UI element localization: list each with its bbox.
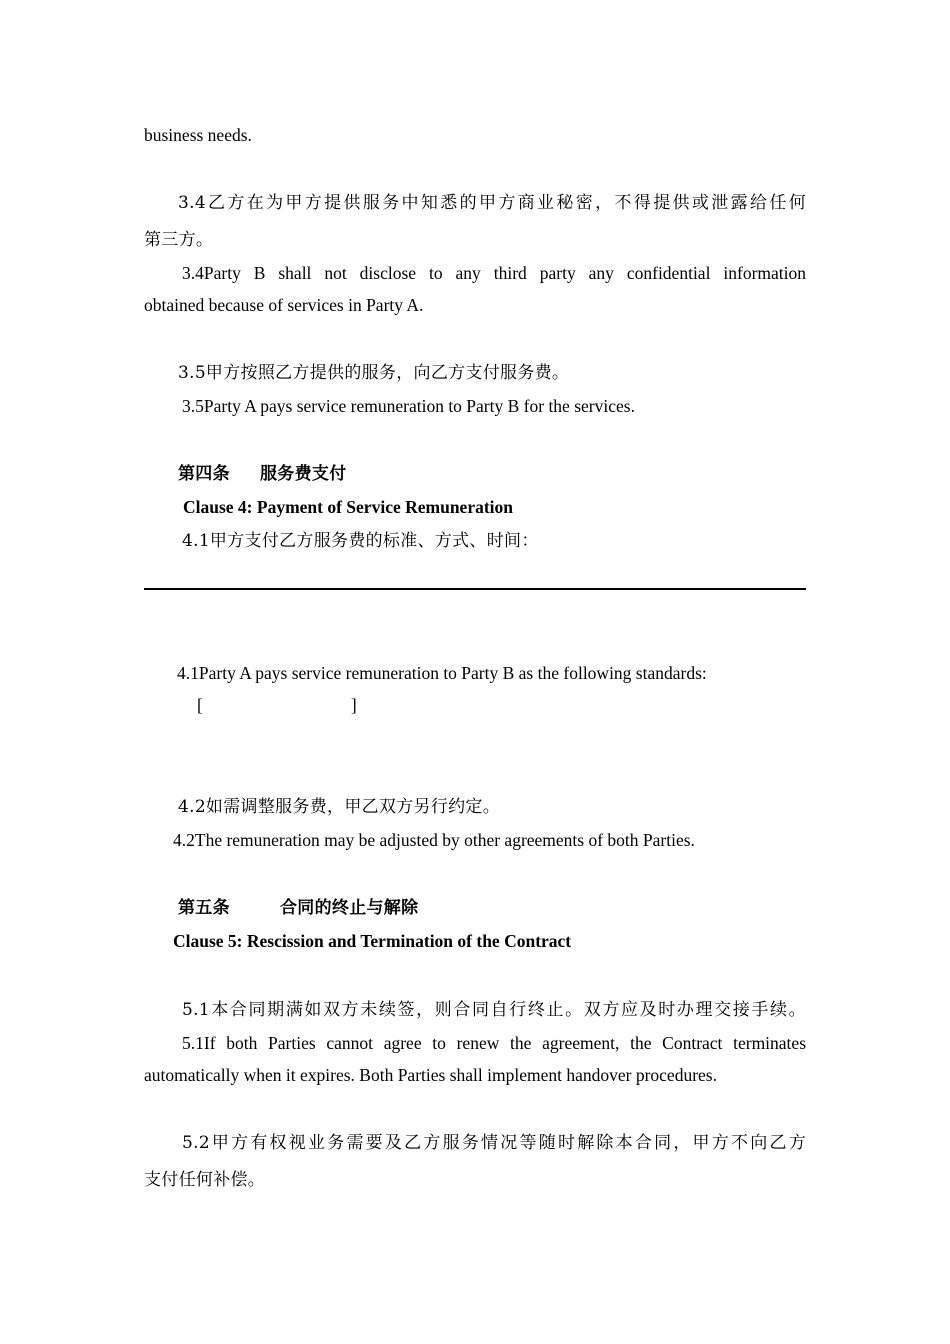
clause-5-1-chinese: 5.1本合同期满如双方未续签，则合同自行终止。双方应及时办理交接手续。	[182, 1000, 806, 1020]
clause-4-2-chinese: 4.2如需调整服务费，甲乙双方另行约定。	[178, 797, 501, 817]
standards-placeholder	[197, 694, 357, 716]
clause-3-5-english: 3.5Party A pays service remuneration to Party B for the services.	[182, 396, 635, 416]
clause-3-4-chinese-line-2: 第三方。	[144, 230, 214, 250]
clause-5-1-english-line-1: 5.1If both Parties cannot agree to renew the agreement, the Contract terminates	[182, 1033, 806, 1053]
clause-4-chinese-title: 服务费支付	[260, 464, 347, 484]
clause-4-chinese-number: 第四条	[178, 464, 230, 484]
clause-5-2-chinese-line-2: 支付任何补偿。	[144, 1170, 266, 1190]
bracket-close: ]	[350, 695, 357, 715]
clause-4-english-heading: Clause 4: Payment of Service Remuneration	[183, 497, 514, 517]
clause-3-4-chinese-line-1: 3.4乙方在为甲方提供服务中知悉的甲方商业秘密，不得提供或泄露给任何	[178, 193, 806, 213]
clause-4-1-chinese: 4.1甲方支付乙方服务费的标准、方式、时间：	[182, 531, 539, 551]
clause-4-1-english: 4.1Party A pays service remuneration to Party B as the following standards:	[177, 663, 707, 683]
clause-3-5-chinese: 3.5甲方按照乙方提供的服务，向乙方支付服务费。	[178, 363, 570, 383]
clause-5-1-english-line-2: automatically when it expires. Both Parties shall implement handover procedures.	[144, 1065, 717, 1085]
bracket-open: [	[197, 695, 203, 715]
clause-4-2-english: 4.2The remuneration may be adjusted by other agreements of both Parties.	[173, 830, 695, 850]
clause-5-2-chinese-line-1: 5.2甲方有权视业务需要及乙方服务情况等随时解除本合同，甲方不向乙方	[182, 1133, 806, 1153]
clause-3-4-english-line-1: 3.4Party B shall not disclose to any third party any confidential information	[182, 263, 806, 283]
clause-3-4-english-line-2: obtained because of services in Party A.	[144, 295, 424, 315]
clause-5-english-heading: Clause 5: Rescission and Termination of the Contract	[173, 931, 572, 951]
paragraph-business-needs: business needs.	[144, 125, 252, 145]
clause-5-chinese-title: 合同的终止与解除	[280, 898, 419, 918]
blank-fill-line	[144, 588, 806, 590]
clause-5-chinese-number: 第五条	[178, 898, 230, 918]
